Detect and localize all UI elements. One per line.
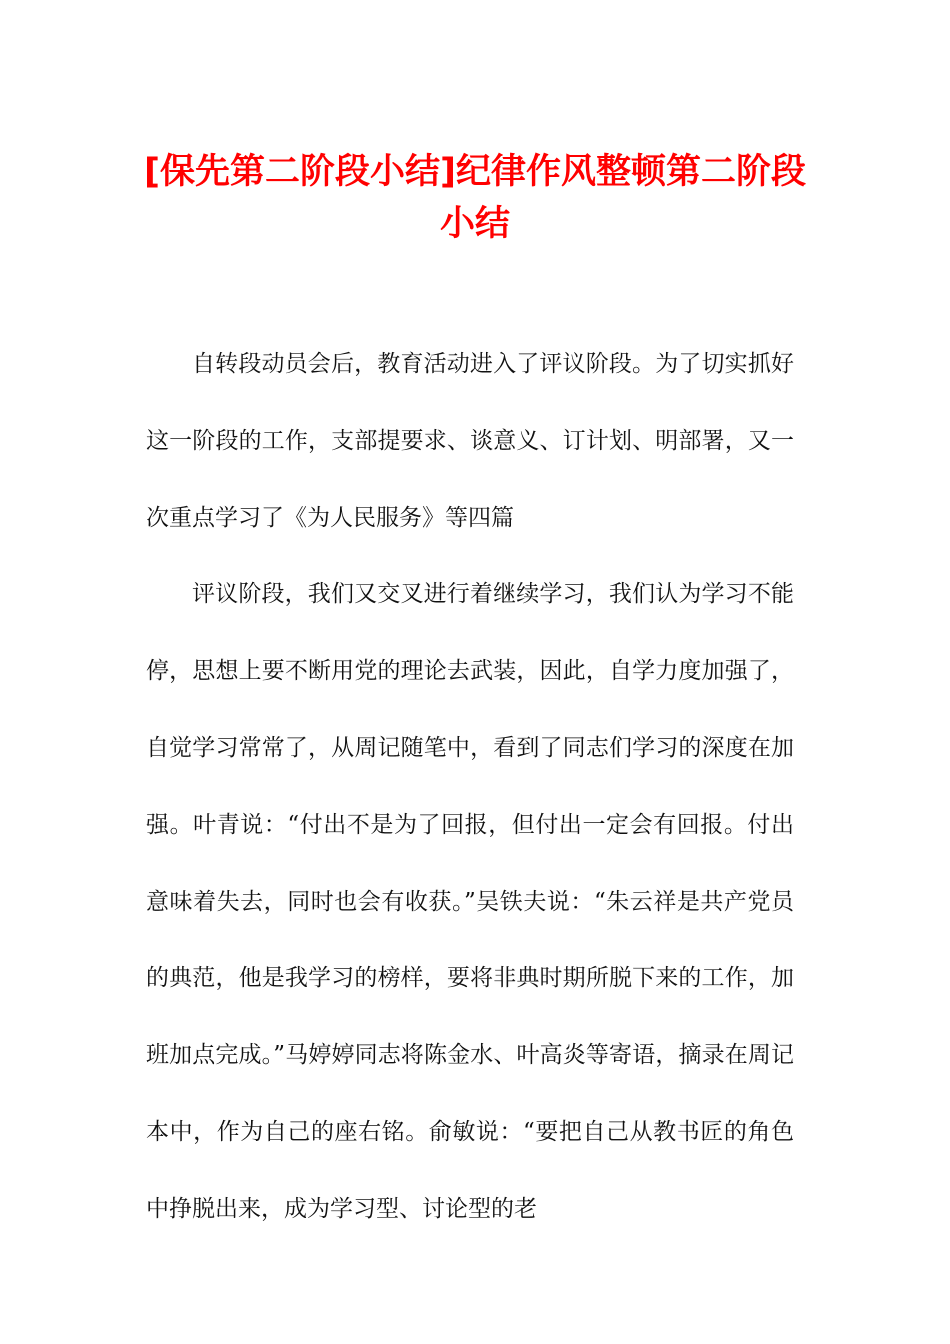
document-body [146, 326, 794, 1248]
paragraph-2: 评议阶段，我们又交叉进行着继续学习，我们认为学习不能停，思想上要不断用党的理论去武装，因此，自学力度加强了，自觉学习常常了，从周记随笔中，看到了同志们学习的深度在加强。叶青说：“付出不是为了回报，但付出一定会有回报。付出意味着失去，同时也会有收获。”吴铁夫说：“朱云祥是共产党员的典范，他是我学习的榜样，要将非典时期所脱下来的工作，加班加点完成。”马婷婷同志将陈金水、叶高炎等寄语，摘录在周记本中，作为自己的座右铭。俞敏说：“要把自己从教书匠的角色中挣脱出来，成为学习型、讨论型的老 [146, 581, 794, 1222]
paragraph-1: 自转段动员会后，教育活动进入了评议阶段。为了切实抓好这一阶段的工作，支部提要求、谈意义、订计划、明部署，又一次重点学习了《为人民服务》等四篇 [146, 351, 794, 531]
document-title: [保先第二阶段小结]纪律作风整顿第二阶段小结 [144, 152, 806, 244]
